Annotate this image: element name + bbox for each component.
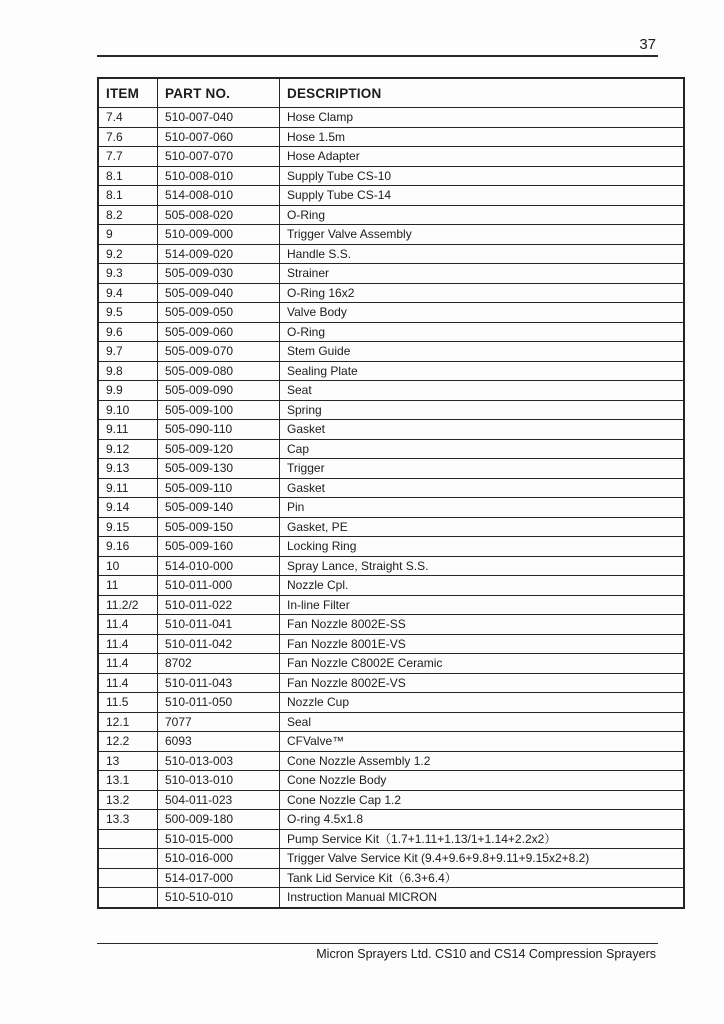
cell-part-no: 510-008-010: [158, 166, 280, 186]
cell-description: Pin: [280, 498, 685, 518]
cell-item: 9: [98, 225, 158, 245]
cell-part-no: 505-009-060: [158, 322, 280, 342]
cell-part-no: 510-013-003: [158, 751, 280, 771]
table-row: [98, 205, 684, 225]
cell-part-no: 504-011-023: [158, 790, 280, 810]
table-row: [98, 673, 684, 693]
cell-item: 7.7: [98, 147, 158, 167]
cell-description: O-ring 4.5x1.8: [280, 810, 685, 830]
cell-item: 11: [98, 576, 158, 596]
cell-description: Cone Nozzle Body: [280, 771, 685, 791]
cell-part-no: 8702: [158, 654, 280, 674]
table-row: [98, 283, 684, 303]
table-row: [98, 264, 684, 284]
table-row: [98, 400, 684, 420]
cell-description: O-Ring 16x2: [280, 283, 685, 303]
cell-item: 9.11: [98, 420, 158, 440]
table-row: [98, 186, 684, 206]
cell-description: Hose Adapter: [280, 147, 685, 167]
cell-part-no: 510-510-010: [158, 888, 280, 908]
cell-item: 10: [98, 556, 158, 576]
cell-item: 9.16: [98, 537, 158, 557]
cell-part-no: 505-009-120: [158, 439, 280, 459]
cell-description: Cap: [280, 439, 685, 459]
cell-item: [98, 868, 158, 888]
cell-part-no: 510-015-000: [158, 829, 280, 849]
cell-part-no: 505-009-110: [158, 478, 280, 498]
cell-item: 9.14: [98, 498, 158, 518]
table-row: [98, 420, 684, 440]
cell-item: 9.11: [98, 478, 158, 498]
cell-item: 9.4: [98, 283, 158, 303]
cell-item: 11.2/2: [98, 595, 158, 615]
cell-part-no: 505-009-130: [158, 459, 280, 479]
table-row: [98, 595, 684, 615]
cell-item: [98, 888, 158, 908]
parts-table: [97, 77, 685, 909]
cell-item: 11.4: [98, 634, 158, 654]
table-row: [98, 108, 684, 128]
cell-item: 9.9: [98, 381, 158, 401]
cell-description: Supply Tube CS-10: [280, 166, 685, 186]
table-row: [98, 751, 684, 771]
cell-description: Hose 1.5m: [280, 127, 685, 147]
cell-part-no: 510-011-000: [158, 576, 280, 596]
cell-item: [98, 829, 158, 849]
cell-description: Spray Lance, Straight S.S.: [280, 556, 685, 576]
cell-item: 12.2: [98, 732, 158, 752]
cell-part-no: 510-011-022: [158, 595, 280, 615]
table-row: [98, 225, 684, 245]
cell-part-no: 505-009-030: [158, 264, 280, 284]
cell-description: Seat: [280, 381, 685, 401]
cell-part-no: 7077: [158, 712, 280, 732]
cell-description: Locking Ring: [280, 537, 685, 557]
cell-item: 9.6: [98, 322, 158, 342]
cell-part-no: 510-011-041: [158, 615, 280, 635]
cell-part-no: 510-013-010: [158, 771, 280, 791]
cell-part-no: 510-011-043: [158, 673, 280, 693]
cell-description: Trigger Valve Service Kit (9.4+9.6+9.8+9.11+9.15x2+8.2): [280, 849, 685, 869]
table-row: [98, 537, 684, 557]
cell-item: 9.15: [98, 517, 158, 537]
cell-item: 12.1: [98, 712, 158, 732]
cell-part-no: 505-009-160: [158, 537, 280, 557]
cell-item: 9.12: [98, 439, 158, 459]
cell-part-no: 510-016-000: [158, 849, 280, 869]
footer-rule: [97, 943, 658, 944]
table-row: [98, 576, 684, 596]
cell-item: 13.2: [98, 790, 158, 810]
footer-text: Micron Sprayers Ltd. CS10 and CS14 Compression Sprayers: [316, 947, 656, 961]
cell-description: Trigger Valve Assembly: [280, 225, 685, 245]
table-row: [98, 517, 684, 537]
cell-item: 13.1: [98, 771, 158, 791]
cell-item: 9.13: [98, 459, 158, 479]
table-row: [98, 361, 684, 381]
cell-description: Fan Nozzle 8002E-SS: [280, 615, 685, 635]
cell-part-no: 510-007-040: [158, 108, 280, 128]
table-row: [98, 712, 684, 732]
cell-part-no: 500-009-180: [158, 810, 280, 830]
cell-description: In-line Filter: [280, 595, 685, 615]
cell-description: Trigger: [280, 459, 685, 479]
cell-item: 11.5: [98, 693, 158, 713]
cell-part-no: 505-009-050: [158, 303, 280, 323]
cell-part-no: 505-009-070: [158, 342, 280, 362]
cell-description: Strainer: [280, 264, 685, 284]
table-row: [98, 634, 684, 654]
cell-item: 9.10: [98, 400, 158, 420]
cell-part-no: 505-009-100: [158, 400, 280, 420]
cell-description: Gasket, PE: [280, 517, 685, 537]
cell-part-no: 510-007-060: [158, 127, 280, 147]
table-row: [98, 849, 684, 869]
cell-part-no: 505-008-020: [158, 205, 280, 225]
cell-item: 7.4: [98, 108, 158, 128]
table-row: [98, 654, 684, 674]
cell-description: Fan Nozzle C8002E Ceramic: [280, 654, 685, 674]
cell-item: 7.6: [98, 127, 158, 147]
cell-part-no: 505-009-040: [158, 283, 280, 303]
cell-item: 9.3: [98, 264, 158, 284]
table-row: [98, 771, 684, 791]
cell-description: Handle S.S.: [280, 244, 685, 264]
header-rule: [97, 55, 658, 57]
table-row: [98, 127, 684, 147]
cell-part-no: 505-009-140: [158, 498, 280, 518]
cell-description: CFValve™: [280, 732, 685, 752]
cell-item: 9.7: [98, 342, 158, 362]
cell-item: 9.5: [98, 303, 158, 323]
cell-description: Instruction Manual MICRON: [280, 888, 685, 908]
cell-part-no: 510-011-042: [158, 634, 280, 654]
cell-item: 13: [98, 751, 158, 771]
cell-description: Cone Nozzle Assembly 1.2: [280, 751, 685, 771]
column-header-description: DESCRIPTION: [280, 78, 685, 108]
cell-part-no: 505-090-110: [158, 420, 280, 440]
table-row: [98, 342, 684, 362]
table-header-row: [98, 78, 684, 108]
table-row: [98, 868, 684, 888]
table-row: [98, 556, 684, 576]
cell-description: Stem Guide: [280, 342, 685, 362]
cell-description: Supply Tube CS-14: [280, 186, 685, 206]
cell-part-no: 514-017-000: [158, 868, 280, 888]
table-head: [98, 78, 684, 108]
cell-description: Cone Nozzle Cap 1.2: [280, 790, 685, 810]
cell-item: 11.4: [98, 615, 158, 635]
table-body: [98, 108, 684, 908]
cell-description: Sealing Plate: [280, 361, 685, 381]
cell-part-no: 510-007-070: [158, 147, 280, 167]
cell-part-no: 514-009-020: [158, 244, 280, 264]
cell-part-no: 505-009-090: [158, 381, 280, 401]
cell-item: [98, 849, 158, 869]
cell-part-no: 505-009-080: [158, 361, 280, 381]
cell-description: Gasket: [280, 478, 685, 498]
table-row: [98, 322, 684, 342]
cell-description: Nozzle Cup: [280, 693, 685, 713]
table-row: [98, 303, 684, 323]
cell-description: Valve Body: [280, 303, 685, 323]
table-row: [98, 244, 684, 264]
table-row: [98, 166, 684, 186]
cell-description: Spring: [280, 400, 685, 420]
cell-description: Nozzle Cpl.: [280, 576, 685, 596]
cell-description: O-Ring: [280, 205, 685, 225]
cell-description: Hose Clamp: [280, 108, 685, 128]
cell-description: O-Ring: [280, 322, 685, 342]
cell-part-no: 505-009-150: [158, 517, 280, 537]
table-row: [98, 615, 684, 635]
table-row: [98, 888, 684, 908]
column-header-item: ITEM: [98, 78, 158, 108]
table-row: [98, 732, 684, 752]
cell-item: 8.1: [98, 166, 158, 186]
cell-item: 9.8: [98, 361, 158, 381]
cell-part-no: 514-010-000: [158, 556, 280, 576]
table-row: [98, 478, 684, 498]
cell-part-no: 510-009-000: [158, 225, 280, 245]
cell-item: 11.4: [98, 673, 158, 693]
table-row: [98, 381, 684, 401]
column-header-part-no: PART NO.: [158, 78, 280, 108]
cell-item: 8.2: [98, 205, 158, 225]
cell-description: Pump Service Kit（1.7+1.11+1.13/1+1.14+2.2x2）: [280, 829, 685, 849]
cell-description: Seal: [280, 712, 685, 732]
cell-part-no: 510-011-050: [158, 693, 280, 713]
table-row: [98, 810, 684, 830]
cell-part-no: 6093: [158, 732, 280, 752]
cell-description: Fan Nozzle 8001E-VS: [280, 634, 685, 654]
cell-item: 13.3: [98, 810, 158, 830]
cell-part-no: 514-008-010: [158, 186, 280, 206]
table-row: [98, 829, 684, 849]
cell-item: 8.1: [98, 186, 158, 206]
table-row: [98, 693, 684, 713]
table-row: [98, 147, 684, 167]
table-row: [98, 790, 684, 810]
cell-description: Tank Lid Service Kit（6.3+6.4）: [280, 868, 685, 888]
page-number: 37: [639, 36, 656, 53]
cell-description: Fan Nozzle 8002E-VS: [280, 673, 685, 693]
table-row: [98, 459, 684, 479]
cell-description: Gasket: [280, 420, 685, 440]
cell-item: 11.4: [98, 654, 158, 674]
cell-item: 9.2: [98, 244, 158, 264]
table-row: [98, 439, 684, 459]
table-row: [98, 498, 684, 518]
